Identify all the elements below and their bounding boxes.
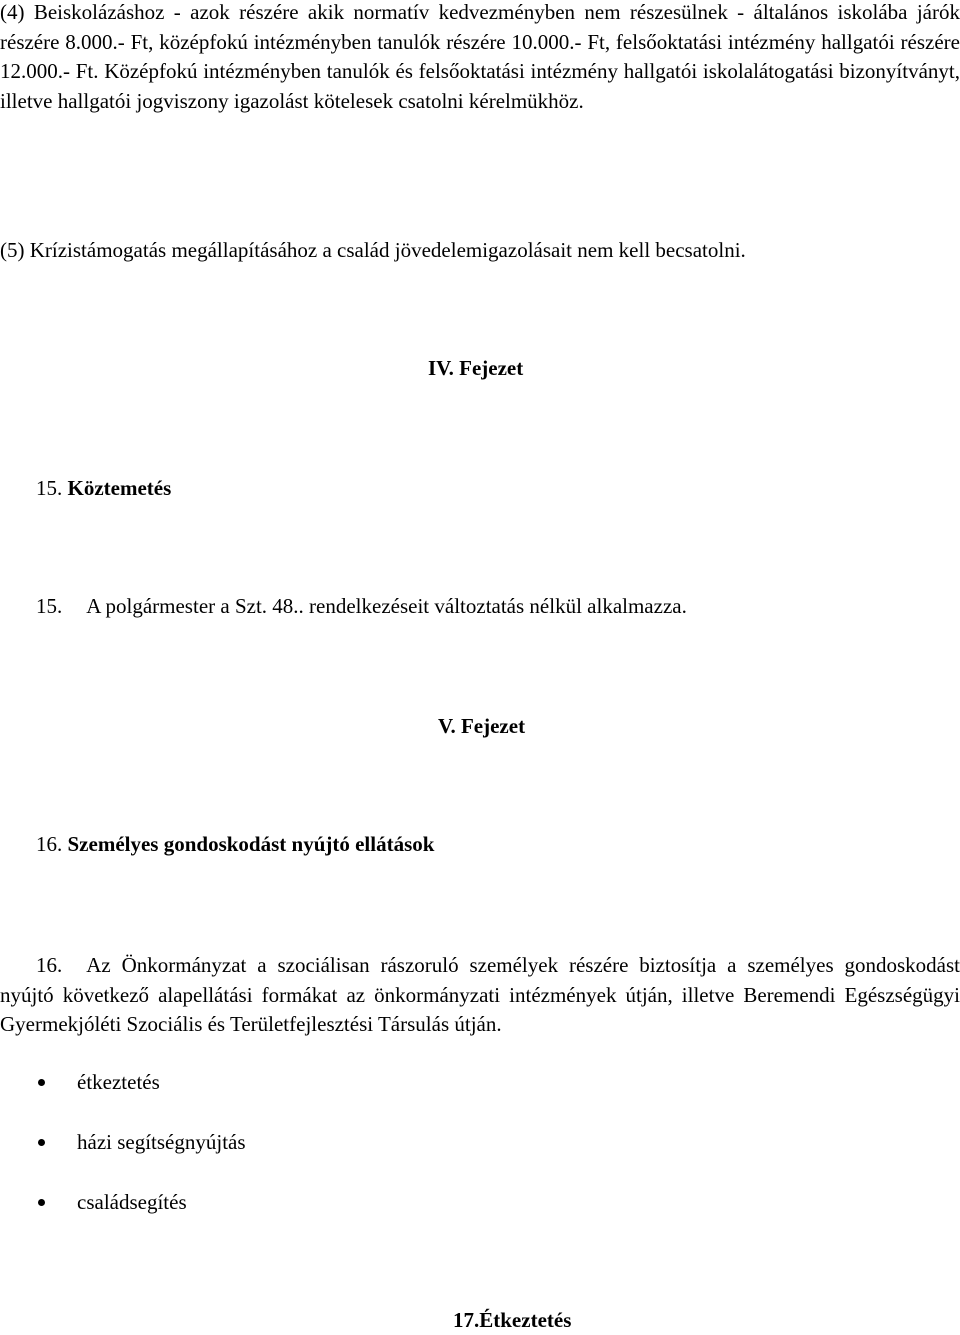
section-15-heading [36,474,171,503]
paragraph-4: (4) Beiskolázáshoz - azok részére akik normatív kedvezményben nem részesülnek - általános iskolába járók részére 8.000.- Ft, középfokú intézményben tanulók részére 10.000.- Ft, felsőoktatási intézmény hallgatói részére 12.000.- Ft. Középfokú intézményben tanulók és felsőoktatási intézmény hallgatói iskolalátogatási bizonyítványt, illetve hallgatói jogviszony igazolást kötelesek csatolni kérelmükhöz. [0,0,960,113]
list-item-text: házi segítségnyújtás [77,1130,246,1154]
list-item-text: családsegítés [77,1190,187,1214]
rule-15-number: 15. [36,594,63,618]
chapter-5-heading: V. Fejezet [438,714,526,738]
bullet-icon [38,1139,45,1146]
section-16-heading [36,830,434,859]
rule-15-text: A polgármester a Szt. 48.. rendelkezéseit változtatás nélkül alkalmazza. [86,594,687,618]
rule-16-text: Az Önkormányzat a szociálisan rászoruló személyek részére biztosítja a személyes gondoskodást nyújtó következő alapellátási formákat az önkormányzati intézmények útján, illetve Beremendi Egészségügyi Gyermekjóléti Szociális és Területfejlesztési Társulás útján. [0,953,960,1036]
section-15-title: Köztemetés [67,476,172,500]
chapter-4-heading: IV. Fejezet [428,356,524,380]
bullet-icon [38,1079,45,1086]
paragraph-5: (5) Krízistámogatás megállapításához a család jövedelemigazolásait nem kell becsatolni. [0,238,746,262]
section-16-number: 16. [36,832,63,856]
bullet-icon [38,1199,45,1206]
section-15-number: 15. [36,476,63,500]
list-item-text: étkeztetés [77,1070,160,1094]
section-16-title: Személyes gondoskodást nyújtó ellátások [67,832,435,856]
section-17-heading: 17.Étkeztetés [453,1308,572,1332]
rule-15 [36,592,687,621]
rule-16-number: 16. [36,953,63,977]
rule-16 [0,951,960,1040]
